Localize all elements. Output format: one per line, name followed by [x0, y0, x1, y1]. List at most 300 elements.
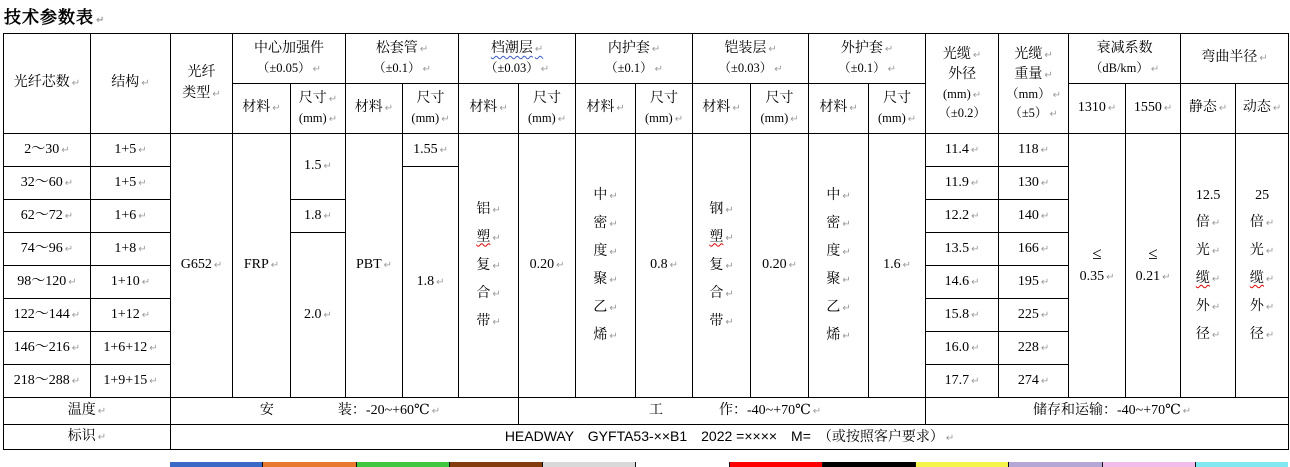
color-seg-aqua — [1195, 462, 1288, 467]
paragraph-mark: ↵ — [212, 88, 221, 100]
cable-weight-value: 274 ↵ — [1017, 372, 1050, 388]
table-row — [4, 134, 1289, 167]
structure-value: 1+10 ↵ — [110, 273, 151, 289]
cable-weight-value: 166 ↵ — [1017, 240, 1050, 256]
paragraph-mark: ↵ — [1049, 108, 1058, 120]
paragraph-mark: ↵ — [323, 161, 332, 173]
col-header-structure-label: 结构 ↵ — [111, 75, 150, 91]
cell-cable-od — [926, 266, 999, 299]
group-name-moisture-barrier: 档潮层 ↵ — [490, 41, 544, 57]
cable-od-line1: 光缆 ↵ — [942, 46, 982, 62]
paragraph-mark: ↵ — [1052, 90, 1061, 102]
subheader-bend-static — [1181, 84, 1236, 134]
vertical-text-line: 塑 ↵ — [709, 229, 734, 245]
fiber-type-line1: 光纤 — [187, 65, 216, 81]
paragraph-mark: ↵ — [270, 260, 280, 272]
cell-cable-weight — [999, 332, 1069, 365]
vertical-text-line: 烯 ↵ — [593, 327, 618, 343]
size-label: 尺寸 ↵ — [298, 91, 338, 107]
cell-armor-size — [751, 134, 809, 398]
install-value: 装：-20~+60℃ ↵ — [337, 402, 441, 418]
subheader-size-tube — [403, 84, 459, 134]
paragraph-mark: ↵ — [971, 309, 980, 321]
subheader-size-inner — [636, 84, 693, 134]
group-tol-outer-sheath: （±0.1） ↵ — [838, 61, 897, 76]
strength-material-value: FRP ↵ — [243, 257, 280, 273]
attenuation-unit: （dB/km） ↵ — [1089, 61, 1160, 76]
paragraph-mark: ↵ — [499, 103, 508, 115]
cell-cable-weight — [999, 167, 1069, 200]
group-name-central-strength: 中心加强件 — [254, 41, 324, 57]
group-tol-moisture-barrier: （±0.03） ↵ — [484, 61, 550, 76]
subheader-wavelength-1310 — [1069, 84, 1126, 134]
cell-bend-static — [1181, 134, 1236, 398]
paragraph-mark: ↵ — [71, 342, 81, 354]
paragraph-mark: ↵ — [436, 276, 445, 288]
group-header-outer-sheath — [809, 34, 926, 84]
paragraph-mark: ↵ — [849, 103, 858, 115]
paragraph-mark: ↵ — [907, 114, 917, 126]
group-tol-armor-layer: （±0.03） ↵ — [718, 61, 783, 76]
size-unit: (mm) ↵ — [527, 111, 567, 126]
bend-dynamic-label: 动态 ↵ — [1242, 100, 1282, 116]
color-seg-yellow — [915, 462, 1008, 467]
paragraph-mark: ↵ — [1182, 405, 1192, 417]
strength-size-value: 1.5 ↵ — [304, 158, 332, 174]
cores-value: 98～120 ↵ — [17, 273, 77, 289]
cable-od-value: 17.7 ↵ — [944, 372, 980, 388]
paragraph-mark: ↵ — [138, 177, 147, 189]
attenuation-title: 衰减系数 — [1096, 41, 1153, 57]
group-name-outer-sheath: 外护套 ↵ — [840, 41, 894, 57]
marking-text-cell — [171, 425, 1289, 450]
paragraph-mark: ↵ — [1044, 49, 1053, 61]
paragraph-mark: ↵ — [884, 44, 894, 56]
group-header-inner-sheath — [576, 34, 693, 84]
paragraph-mark: ↵ — [328, 114, 338, 126]
structure-value: 1+5 ↵ — [114, 174, 147, 190]
cell-tube-material — [346, 134, 403, 398]
cell-cable-weight — [999, 266, 1069, 299]
vertical-text-line: 度 ↵ — [593, 243, 618, 259]
vertical-text-line: 倍 ↵ — [1249, 215, 1275, 230]
paragraph-mark: ↵ — [68, 276, 77, 288]
vertical-text-line: 径 ↵ — [1195, 327, 1221, 342]
group-header-armor-layer — [693, 34, 809, 84]
vertical-text-line: 复 ↵ — [476, 257, 501, 273]
install-prefix: 安 — [259, 402, 274, 418]
cell-cable-od — [926, 233, 999, 266]
le-symbol: ≤ — [1148, 244, 1158, 263]
paragraph-mark: ↵ — [534, 44, 544, 56]
group-tol-inner-sheath: （±0.1） ↵ — [605, 61, 663, 76]
size-label: 尺寸 — [883, 91, 912, 107]
size-label: 尺寸 — [416, 91, 445, 107]
paragraph-mark: ↵ — [1106, 272, 1115, 283]
col-header-fiber-cores — [4, 34, 91, 134]
color-seg-violet — [1008, 462, 1101, 467]
vertical-text-line: 12.5 — [1195, 188, 1221, 203]
col-header-fiber-cores-label: 光纤芯数 ↵ — [13, 75, 81, 91]
cable-weight-value: 118 ↵ — [1018, 141, 1050, 157]
vertical-text-line: 外 ↵ — [1249, 299, 1275, 314]
temperature-install-cell — [171, 398, 519, 425]
marking-row — [4, 425, 1289, 450]
paragraph-mark: ↵ — [972, 90, 982, 102]
structure-value: 1+9+15 ↵ — [103, 372, 158, 388]
cable-weight-value: 130 ↵ — [1017, 174, 1050, 190]
vertical-text-line: 密 ↵ — [826, 215, 851, 231]
page-title-text: 技术参数表 ↵ — [4, 8, 106, 27]
vertical-text-line: 中 ↵ — [593, 187, 618, 203]
size-unit: (mm) ↵ — [877, 111, 917, 126]
cable-od-value: 11.4 ↵ — [944, 141, 980, 157]
paragraph-mark: ↵ — [970, 177, 980, 189]
marking-label: 标识 ↵ — [67, 428, 107, 444]
paragraph-mark: ↵ — [971, 276, 980, 288]
color-seg-blue — [170, 462, 262, 467]
col-header-structure — [91, 34, 171, 134]
color-seg-brown — [449, 462, 542, 467]
cores-value: 122～144 ↵ — [13, 306, 81, 322]
cell-cable-od — [926, 134, 999, 167]
cell-attenuation-1310 — [1069, 134, 1126, 398]
paragraph-mark: ↵ — [788, 260, 797, 272]
cell-moisture-material — [459, 134, 519, 398]
paragraph-mark: ↵ — [902, 260, 912, 272]
paragraph-mark: ↵ — [1040, 243, 1050, 255]
vertical-text-line: 缆 ↵ — [1249, 271, 1275, 286]
cable-weight-line4: （±5） ↵ — [1009, 105, 1058, 120]
wavelength-1310-label: 1310 ↵ — [1077, 100, 1117, 116]
bend-radius-title: 弯曲半径 ↵ — [1201, 50, 1268, 66]
paragraph-mark: ↵ — [616, 103, 625, 115]
subheader-size-central — [291, 84, 346, 134]
cable-od-value: 16.0 ↵ — [944, 339, 980, 355]
material-label: 材料 ↵ — [586, 100, 625, 116]
vertical-text-line: 缆 ↵ — [1195, 271, 1221, 286]
paragraph-mark: ↵ — [149, 375, 158, 387]
paragraph-mark: ↵ — [1163, 103, 1173, 115]
cell-cores-range — [4, 299, 91, 332]
paragraph-mark: ↵ — [971, 342, 980, 354]
paragraph-mark: ↵ — [64, 177, 74, 189]
paragraph-mark: ↵ — [970, 144, 980, 156]
cell-tube-size-2 — [403, 167, 459, 398]
paragraph-mark: ↵ — [61, 144, 70, 156]
page-title — [4, 3, 105, 28]
group-tol-central-strength: （±0.05） ↵ — [256, 61, 322, 76]
work-value: 作：-40~+70℃ ↵ — [718, 402, 822, 418]
paragraph-mark: ↵ — [1040, 210, 1050, 222]
technical-parameters-table — [3, 33, 1289, 450]
cell-attenuation-1550 — [1126, 134, 1181, 398]
storage-value: 储存和运输：-40~+70℃ ↵ — [1032, 402, 1192, 418]
paragraph-mark: ↵ — [1272, 103, 1282, 115]
strength-size-value: 1.8 ↵ — [304, 207, 332, 223]
temperature-storage-cell — [926, 398, 1289, 425]
subheader-material-tube — [346, 84, 403, 134]
material-label: 材料 ↵ — [819, 100, 858, 116]
cell-cable-weight — [999, 200, 1069, 233]
paragraph-mark: ↵ — [138, 144, 147, 156]
paragraph-mark: ↵ — [1040, 342, 1050, 354]
subheader-material-armor — [693, 84, 751, 134]
paragraph-mark: ↵ — [540, 64, 550, 76]
color-seg-pink — [1102, 462, 1195, 467]
fiber-type-value: G652 ↵ — [180, 257, 223, 273]
armor-size-value: 0.20 ↵ — [762, 257, 797, 273]
material-label: 材料 ↵ — [354, 100, 394, 116]
vertical-text-line: 合 ↵ — [476, 285, 501, 301]
material-label: 材料 ↵ — [242, 100, 281, 116]
paragraph-mark: ↵ — [1162, 272, 1171, 283]
structure-value: 1+12 ↵ — [110, 306, 151, 322]
cable-weight-value: 225 ↵ — [1017, 306, 1050, 322]
cores-value: 32～60 ↵ — [20, 174, 74, 190]
cable-od-value: 15.8 ↵ — [944, 306, 980, 322]
col-header-fiber-type — [171, 34, 233, 134]
subheader-material-central — [233, 84, 291, 134]
vertical-text-line: 乙 ↵ — [593, 299, 618, 315]
cores-value: 74～96 ↵ — [20, 240, 74, 256]
cores-value: 62～72 ↵ — [20, 207, 74, 223]
tube-material-value: PBT ↵ — [355, 257, 393, 273]
vertical-text-line: 中 ↵ — [826, 187, 851, 203]
cable-weight-value: 228 ↵ — [1017, 339, 1050, 355]
cell-bend-dynamic — [1236, 134, 1289, 398]
vertical-text-line: 合 ↵ — [709, 285, 734, 301]
cell-cores-range — [4, 200, 91, 233]
paragraph-mark: ↵ — [674, 114, 684, 126]
paragraph-mark: ↵ — [790, 114, 799, 126]
structure-value: 1+5 ↵ — [114, 141, 147, 157]
material-label: 材料 ↵ — [702, 100, 741, 116]
paragraph-mark: ↵ — [439, 144, 448, 156]
col-header-cable-od — [926, 34, 999, 134]
col-header-cable-weight — [999, 34, 1069, 134]
paragraph-mark: ↵ — [96, 15, 106, 26]
subheader-material-outer — [809, 84, 869, 134]
vertical-text-line: 乙 ↵ — [826, 299, 851, 315]
cell-structure — [91, 167, 171, 200]
cell-cable-od — [926, 200, 999, 233]
header-row-groups — [4, 34, 1289, 84]
marking-label-cell — [4, 425, 171, 450]
paragraph-mark: ↵ — [1259, 53, 1268, 65]
paragraph-mark: ↵ — [654, 64, 663, 76]
color-seg-black — [822, 462, 915, 467]
paragraph-mark: ↵ — [669, 260, 678, 272]
subheader-size-moisture — [519, 84, 576, 134]
cell-cores-range — [4, 134, 91, 167]
moisture-size-value: 0.20 ↵ — [529, 257, 565, 273]
cell-structure — [91, 365, 171, 398]
cell-strength-size-1 — [291, 134, 346, 200]
attenuation-1550-value: 0.21 ↵ — [1135, 269, 1171, 284]
cell-inner-sheath-material — [576, 134, 636, 398]
paragraph-mark: ↵ — [141, 309, 151, 321]
size-unit: (mm) ↵ — [298, 111, 338, 126]
cell-structure — [91, 200, 171, 233]
paragraph-mark: ↵ — [812, 405, 822, 417]
paragraph-mark: ↵ — [774, 64, 783, 76]
subheader-material-inner — [576, 84, 636, 134]
cell-tube-size-1 — [403, 134, 459, 167]
paragraph-mark: ↵ — [556, 260, 565, 272]
paragraph-mark: ↵ — [71, 78, 81, 90]
cell-structure — [91, 233, 171, 266]
group-tol-loose-tube: （±0.1） ↵ — [373, 61, 431, 76]
cell-cores-range — [4, 167, 91, 200]
cable-od-line4: （±0.2） — [938, 105, 986, 120]
temperature-label: 温度 ↵ — [67, 402, 107, 418]
paragraph-mark: ↵ — [1040, 177, 1050, 189]
work-prefix: 工 — [648, 402, 663, 418]
paragraph-mark: ↵ — [138, 210, 147, 222]
paragraph-mark: ↵ — [97, 405, 107, 417]
paragraph-mark: ↵ — [732, 103, 741, 115]
size-label: 尺寸 — [650, 91, 679, 107]
group-header-moisture-barrier — [459, 34, 576, 84]
paragraph-mark: ↵ — [945, 432, 955, 444]
vertical-text-line: 带 ↵ — [476, 313, 501, 329]
paragraph-mark: ↵ — [328, 94, 338, 106]
paragraph-mark: ↵ — [1107, 103, 1117, 115]
paragraph-mark: ↵ — [971, 375, 980, 387]
paragraph-mark: ↵ — [149, 342, 158, 354]
paragraph-mark: ↵ — [272, 103, 281, 115]
cell-strength-size-3 — [291, 233, 346, 398]
vertical-text-line: 倍 ↵ — [1195, 215, 1221, 230]
vertical-text-line: 烯 ↵ — [826, 327, 851, 343]
cell-structure — [91, 299, 171, 332]
cores-value: 2～30 ↵ — [24, 141, 70, 157]
paragraph-mark: ↵ — [422, 64, 431, 76]
cell-outer-sheath-size — [869, 134, 926, 398]
color-seg-green — [356, 462, 449, 467]
cores-value: 218～288 ↵ — [13, 372, 81, 388]
structure-value: 1+6+12 ↵ — [103, 339, 158, 355]
cell-cable-od — [926, 167, 999, 200]
vertical-text-line: 钢 ↵ — [709, 201, 734, 217]
cable-od-line3: (mm) ↵ — [942, 87, 982, 102]
cell-inner-sheath-size — [636, 134, 693, 398]
cell-cable-weight — [999, 365, 1069, 398]
paragraph-mark: ↵ — [64, 243, 74, 255]
vertical-text-line: 聚 ↵ — [593, 271, 618, 287]
size-unit: (mm) ↵ — [760, 111, 799, 126]
group-header-attenuation — [1069, 34, 1181, 84]
vertical-text-line: 径 ↵ — [1249, 327, 1275, 342]
cell-strength-size-2 — [291, 200, 346, 233]
temperature-work-cell — [519, 398, 926, 425]
paragraph-mark: ↵ — [1044, 70, 1053, 81]
paragraph-mark: ↵ — [323, 309, 332, 321]
wavelength-1550-label: 1550 ↵ — [1133, 100, 1173, 116]
fiber-type-line2: 类型 ↵ — [182, 85, 221, 101]
paragraph-mark: ↵ — [71, 375, 81, 387]
attenuation-1310-value: 0.35 ↵ — [1079, 269, 1115, 284]
paragraph-mark: ↵ — [312, 64, 322, 76]
cell-cable-od — [926, 365, 999, 398]
subheader-material-moisture — [459, 84, 519, 134]
vertical-text-line: 光 ↵ — [1195, 243, 1221, 258]
cell-cores-range — [4, 365, 91, 398]
paragraph-mark: ↵ — [441, 114, 450, 126]
cell-cores-range — [4, 266, 91, 299]
material-label: 材料 ↵ — [469, 100, 508, 116]
group-header-central-strength — [233, 34, 346, 84]
vertical-text-line: 复 ↵ — [709, 257, 734, 273]
paragraph-mark: ↵ — [138, 243, 147, 255]
cell-cable-weight — [999, 134, 1069, 167]
vertical-text-line: 光 ↵ — [1249, 243, 1275, 258]
cell-structure — [91, 134, 171, 167]
paragraph-mark: ↵ — [971, 210, 980, 222]
size-unit: (mm) ↵ — [644, 111, 684, 126]
paragraph-mark: ↵ — [384, 103, 394, 115]
vertical-text-line: 25 — [1255, 188, 1270, 203]
temperature-row — [4, 398, 1289, 425]
cell-moisture-size — [519, 134, 576, 398]
cell-fiber-type-value — [171, 134, 233, 398]
paragraph-mark: ↵ — [213, 260, 223, 272]
size-unit: (mm) ↵ — [411, 111, 450, 126]
vertical-text-line: 铝 ↵ — [476, 201, 501, 217]
paragraph-mark: ↵ — [383, 260, 393, 272]
vertical-text-line: 外 ↵ — [1195, 299, 1221, 314]
cell-cores-range — [4, 332, 91, 365]
cell-cable-weight — [999, 233, 1069, 266]
tube-size-value: 1.8 ↵ — [416, 273, 445, 289]
paragraph-mark: ↵ — [431, 405, 441, 417]
subheader-size-outer — [869, 84, 926, 134]
temperature-label-cell — [4, 398, 171, 425]
cable-weight-value: 195 ↵ — [1017, 273, 1050, 289]
color-seg-orange — [262, 462, 355, 467]
cable-od-value: 14.6 ↵ — [944, 273, 980, 289]
le-symbol: ≤ — [1092, 244, 1102, 263]
structure-value: 1+8 ↵ — [114, 240, 147, 256]
cable-weight-line3: （mm） ↵ — [1006, 87, 1061, 102]
paragraph-mark: ↵ — [972, 49, 982, 61]
vertical-text-line: 度 ↵ — [826, 243, 851, 259]
cell-structure — [91, 332, 171, 365]
tube-size-value: 1.55 ↵ — [413, 141, 448, 157]
color-seg-red — [729, 462, 822, 467]
paragraph-mark: ↵ — [1218, 103, 1228, 115]
paragraph-mark: ↵ — [557, 114, 567, 126]
cell-armor-material — [693, 134, 751, 398]
cell-structure — [91, 266, 171, 299]
vertical-text-line: 带 ↵ — [709, 313, 734, 329]
group-header-loose-tube — [346, 34, 459, 84]
cable-od-line2: 外径 — [948, 67, 977, 83]
paragraph-mark: ↵ — [651, 44, 661, 56]
subheader-wavelength-1550 — [1126, 84, 1181, 134]
cell-strength-material — [233, 134, 291, 398]
cell-cable-od — [926, 332, 999, 365]
outer-sheath-size-value: 1.6 ↵ — [883, 257, 912, 273]
paragraph-mark: ↵ — [71, 309, 81, 321]
cores-value: 146～216 ↵ — [13, 339, 81, 355]
paragraph-mark: ↵ — [887, 64, 897, 76]
vertical-text-line: 塑 ↵ — [476, 229, 501, 245]
cable-weight-line1: 光缆 ↵ — [1014, 46, 1053, 62]
marking-text: HEADWAY GYFTA53-××B1 2022 =×××× M= （或按照客户要求） ↵ — [504, 427, 955, 444]
cable-od-value: 13.5 ↵ — [944, 240, 980, 256]
